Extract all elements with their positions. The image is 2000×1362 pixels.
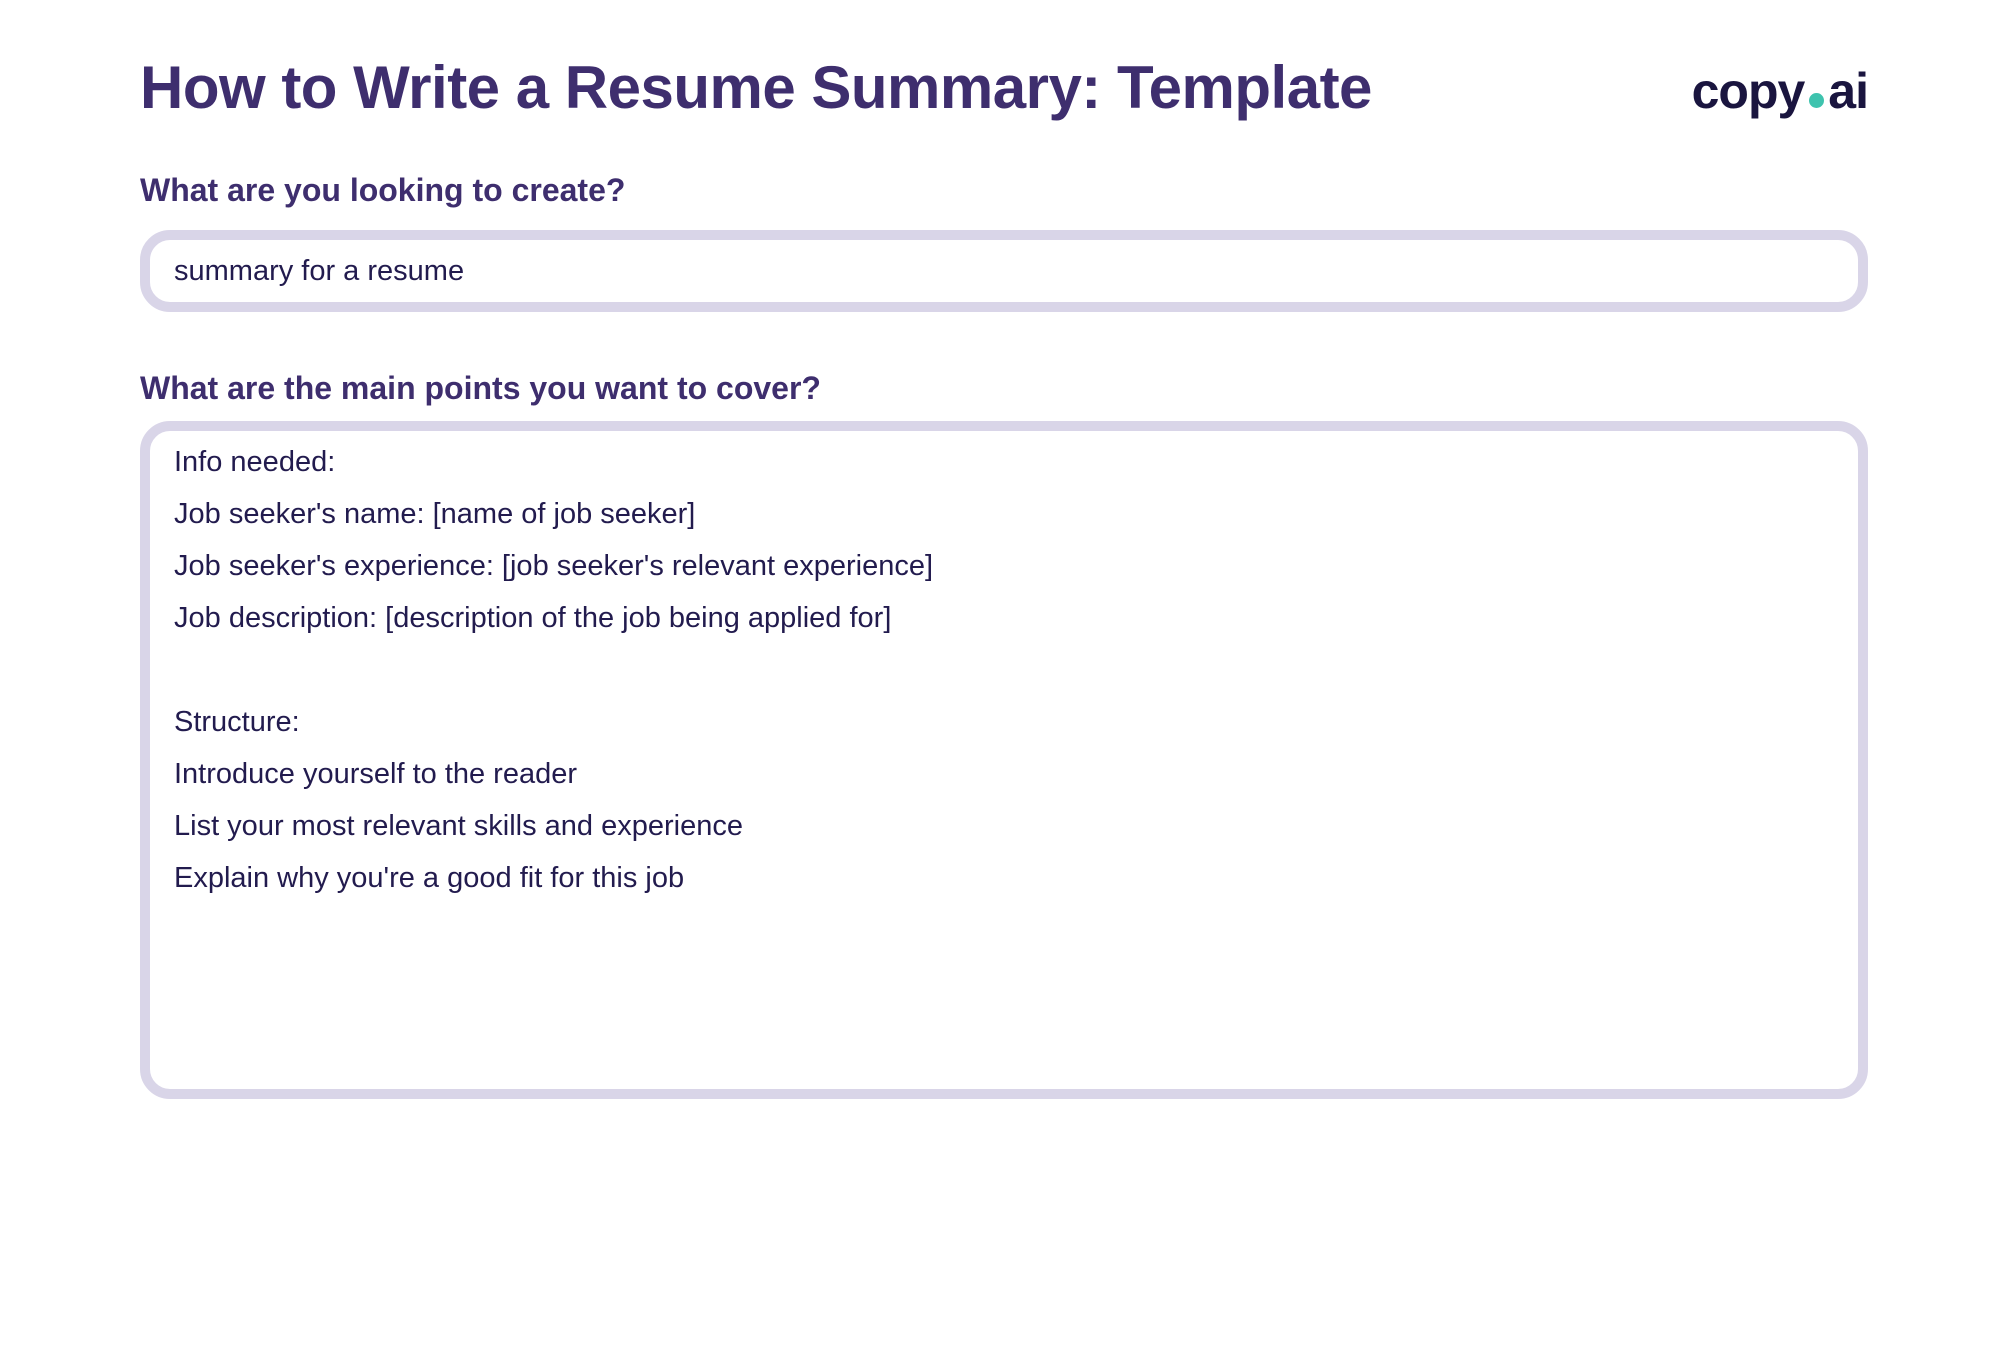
logo-dot-icon	[1809, 93, 1824, 108]
copyai-logo	[1692, 62, 1868, 120]
logo-text-copy: copy	[1691, 63, 1805, 119]
header	[140, 50, 1868, 125]
points-question-label: What are the main points you want to cover?	[140, 370, 821, 406]
create-question-label: What are you looking to create?	[140, 172, 626, 208]
create-input[interactable]	[140, 230, 1868, 312]
points-textarea[interactable]	[140, 421, 1868, 1099]
logo-text-ai: ai	[1828, 63, 1868, 119]
page-title: How to Write a Resume Summary: Template	[140, 54, 1372, 121]
